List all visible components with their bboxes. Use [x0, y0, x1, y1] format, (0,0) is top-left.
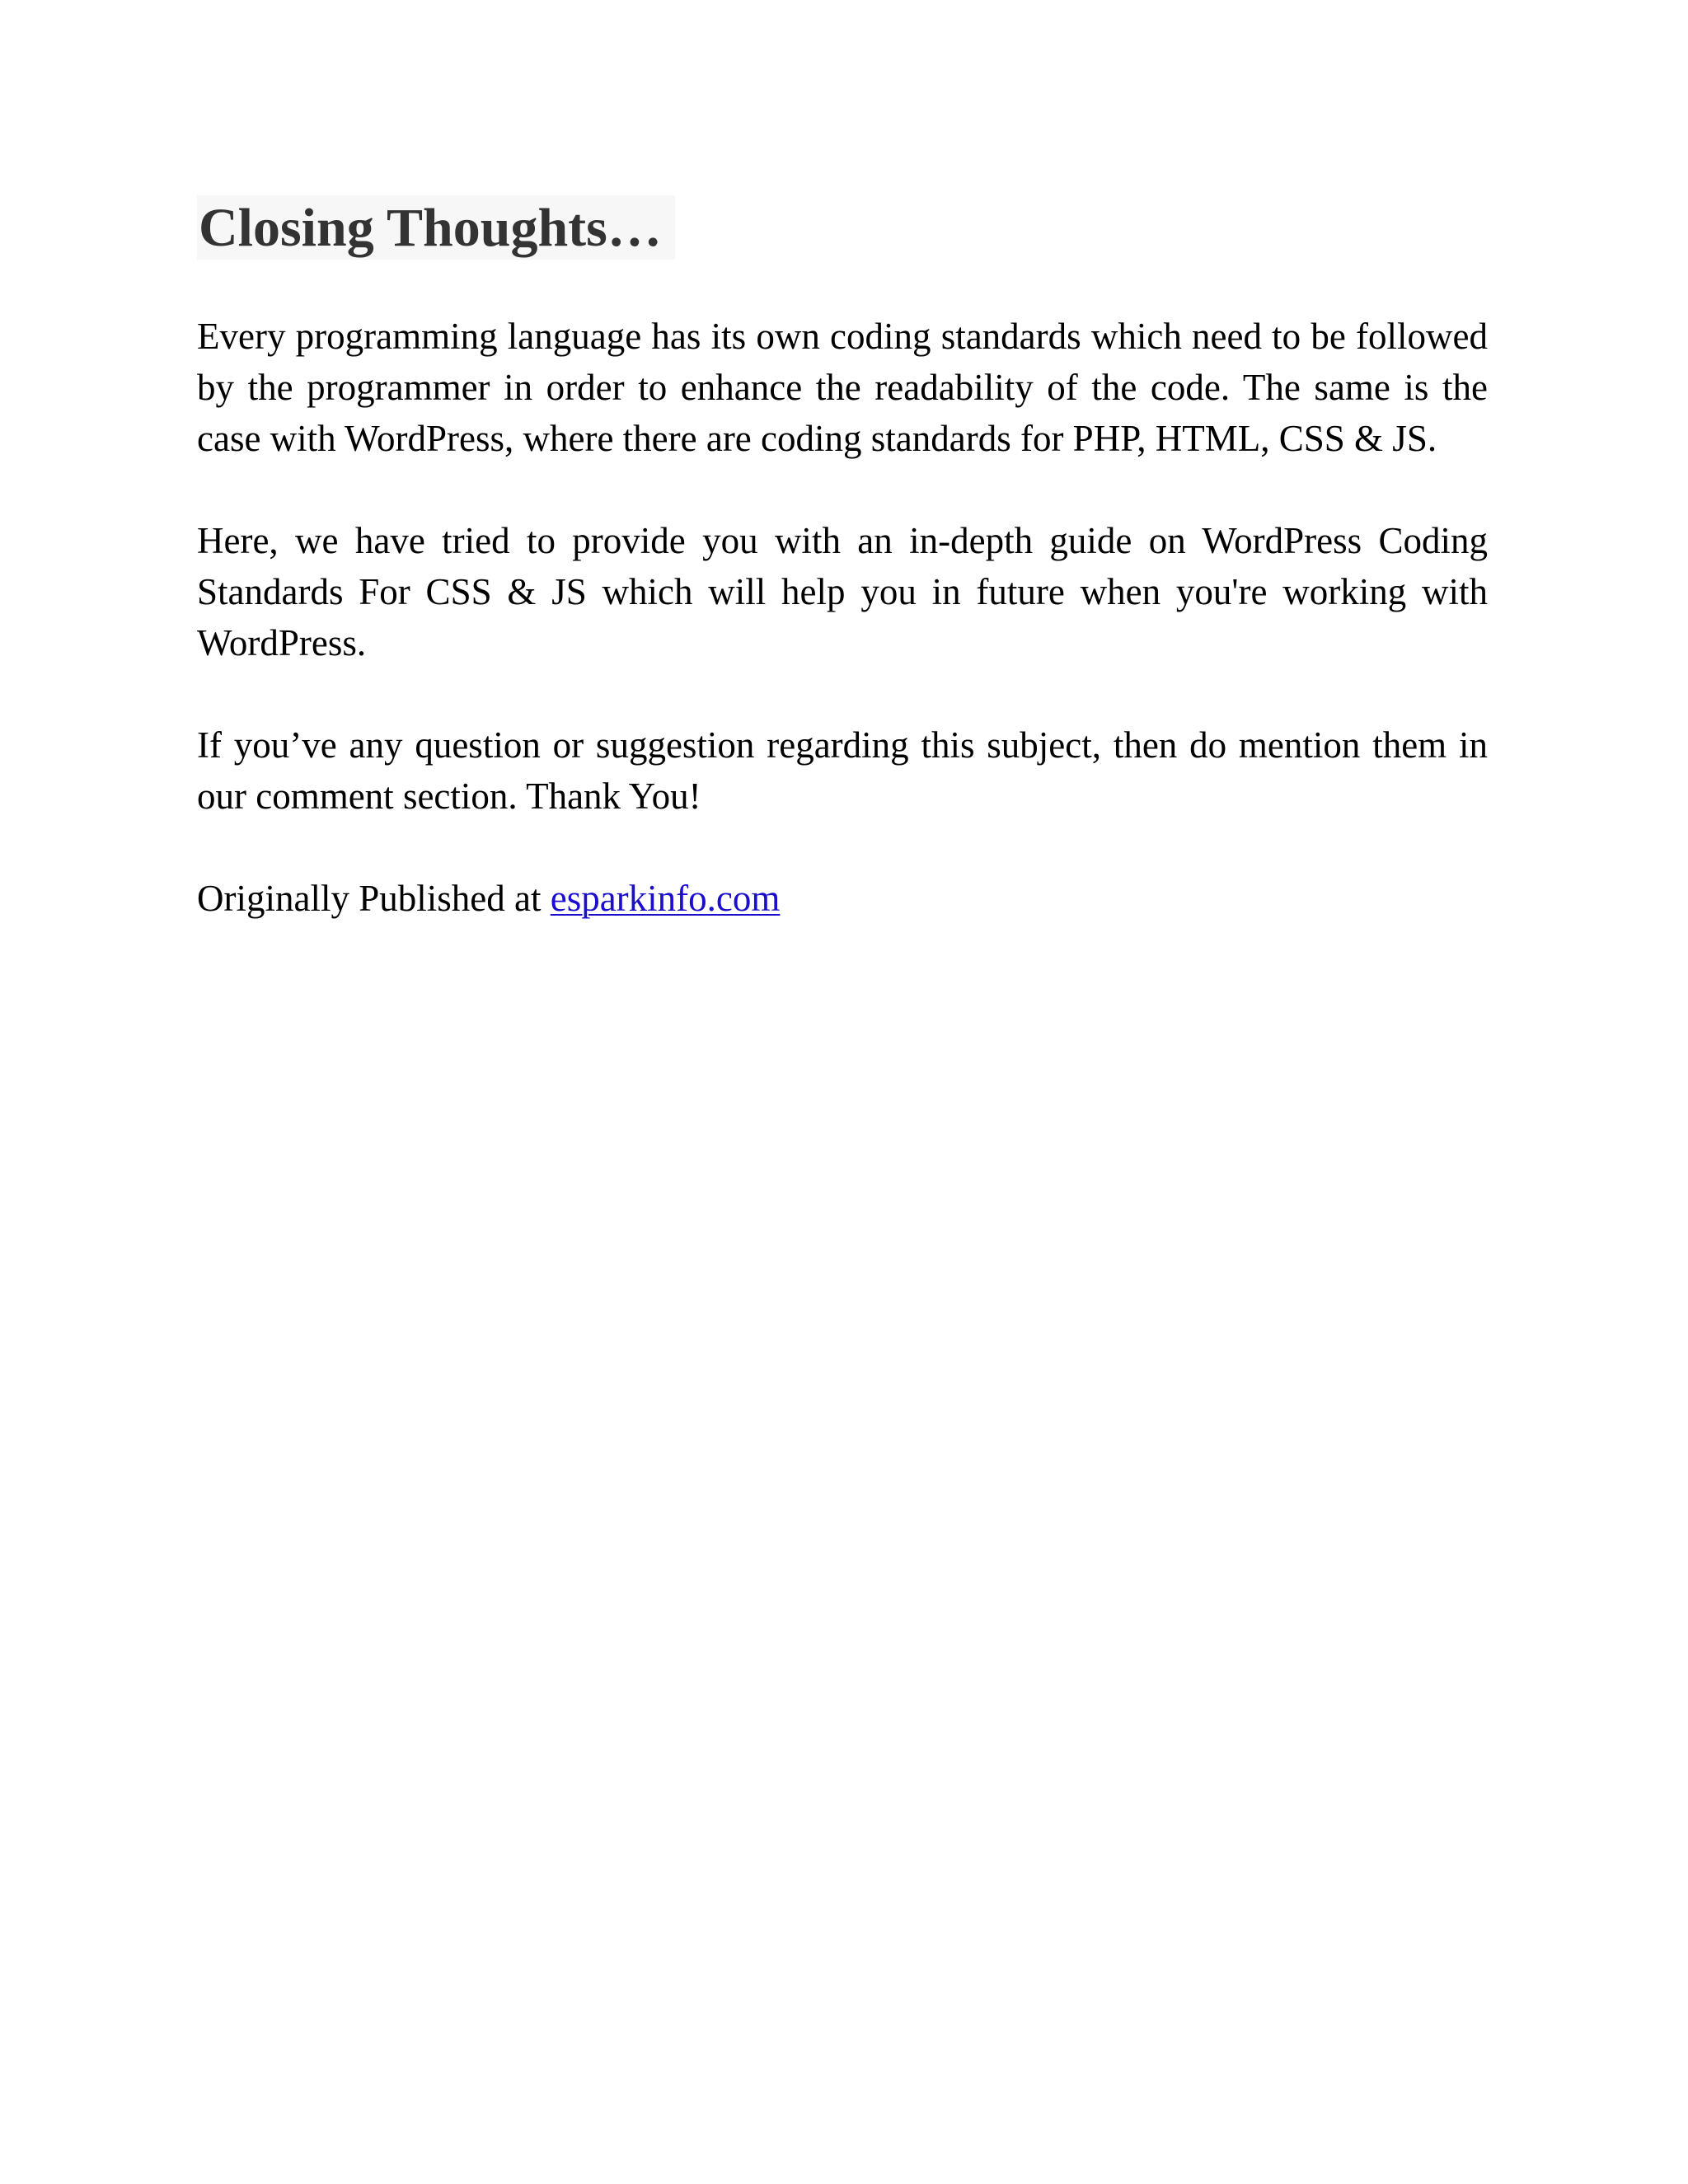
paragraph-coding-standards: Every programming language has its own coding standards which need to be followed by the programmer in order to enhance the readability of the code. The same is the case with WordPress, where there are coding standards for PHP, HTML, CSS & JS.: [197, 316, 1488, 459]
published-source-line: [197, 873, 1488, 924]
source-link[interactable]: esparkinfo.com: [550, 878, 781, 919]
document-content: [197, 195, 1488, 924]
paragraph-guide: Here, we have tried to provide you with an in-depth guide on WordPress Coding Standards For CSS & JS which will help you in future when you're working with WordPress.: [197, 520, 1488, 663]
published-prefix: Originally Published at: [197, 878, 551, 919]
page-title: Closing Thoughts…: [197, 195, 675, 260]
paragraph-comments: If you’ve any question or suggestion regarding this subject, then do mention them in our comment section. Thank You!: [197, 724, 1488, 817]
